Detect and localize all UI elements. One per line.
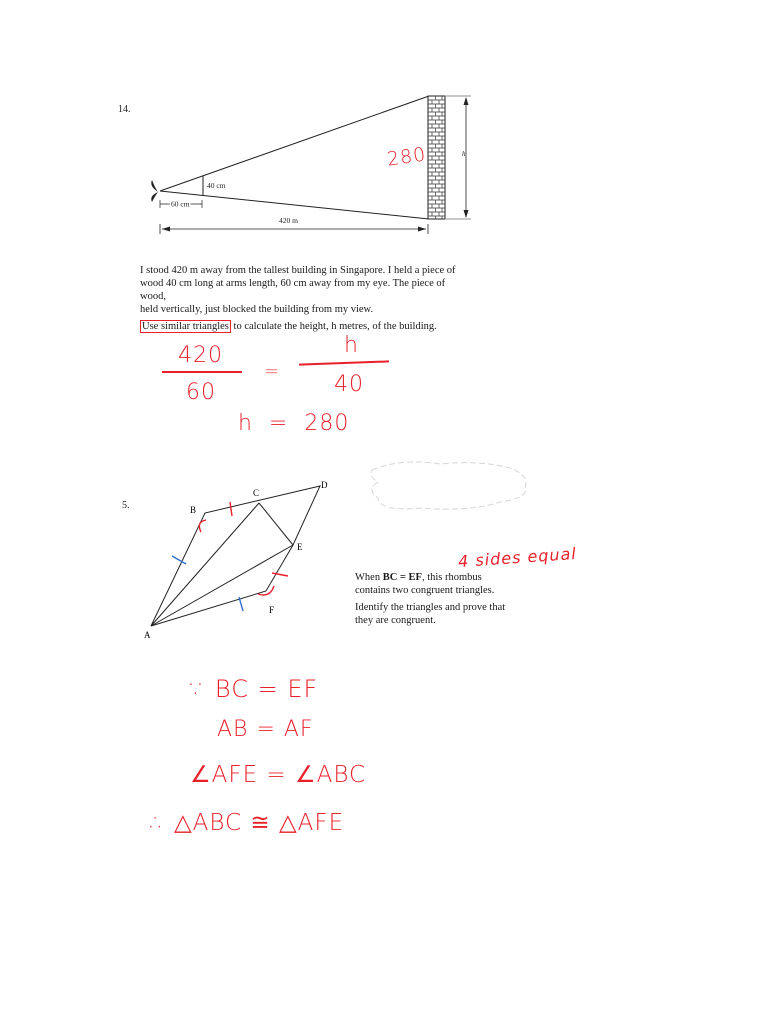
erased-scribble xyxy=(360,456,540,520)
label-h: h xyxy=(462,150,466,158)
fraction-bar-left xyxy=(162,371,242,373)
highlighted-phrase: Use similar triangles xyxy=(142,321,229,332)
q14-line-2: wood 40 cm long at arms length, 60 cm away from my eye. The piece of wood, xyxy=(140,278,446,302)
similar-triangles-diagram xyxy=(140,88,480,238)
q5-line-2: contains two congruent triangles. xyxy=(355,585,495,596)
fraction-bar-right xyxy=(299,360,389,365)
working-equals-sign: = xyxy=(264,361,281,382)
sight-line-bottom xyxy=(160,191,429,219)
q5-line-4: they are congruent. xyxy=(355,615,436,626)
point-label-B: B xyxy=(190,505,197,515)
question-number-5: 5. xyxy=(122,500,130,511)
eye-icon xyxy=(151,180,158,202)
q5-condition: BC = EF xyxy=(382,572,422,583)
point-label-C: C xyxy=(253,488,260,498)
tick-mark-EF xyxy=(272,573,288,576)
label-40cm: 40 cm xyxy=(207,181,226,190)
point-label-D: D xyxy=(321,480,328,490)
rhombus-outline xyxy=(151,486,320,626)
question-14-text xyxy=(140,264,470,333)
working-answer: h = 280 xyxy=(238,411,350,436)
point-label-E: E xyxy=(297,542,303,552)
segment-CE xyxy=(259,503,293,545)
tick-mark-BC xyxy=(230,502,232,516)
q14-instruction xyxy=(140,320,470,333)
rhombus-diagram xyxy=(140,472,340,648)
proof-step-1: ∵ BC = EF xyxy=(190,675,319,703)
working-fraction-left-numerator: 420 xyxy=(178,343,223,368)
question-number-14: 14. xyxy=(118,104,131,115)
working-fraction-right-numerator: h xyxy=(344,333,359,358)
q5-line-3: Identify the triangles and prove that xyxy=(355,602,506,613)
point-label-F: F xyxy=(269,605,275,615)
sight-line-top xyxy=(160,96,429,191)
label-60cm: 60 cm xyxy=(171,199,190,209)
q5-line-1: When BC = EF, this rhombus xyxy=(355,572,482,583)
instruction-rest: to calculate the height, h metres, of the building. xyxy=(230,321,437,332)
building-illustration xyxy=(428,96,445,219)
working-fraction-left-denominator: 60 xyxy=(186,380,216,405)
point-label-A: A xyxy=(144,630,151,640)
working-fraction-right-denominator: 40 xyxy=(334,372,364,397)
proof-step-4: ∴ △ABC ≅ △AFE xyxy=(150,810,345,836)
q14-line-1: I stood 420 m away from the tallest building in Singapore. I held a piece of xyxy=(140,265,456,276)
question-5-text xyxy=(355,571,555,627)
handwritten-building-height: 280 xyxy=(385,143,428,171)
proof-step-2: AB = AF xyxy=(217,717,314,742)
handwritten-note-sides-equal: 4 sides equal xyxy=(457,543,578,572)
q14-line-3: held vertically, just blocked the building from my view. xyxy=(140,304,374,315)
label-420m: 420 m xyxy=(279,216,298,225)
proof-step-3: ∠AFE = ∠ABC xyxy=(190,762,367,788)
segment-AC xyxy=(151,503,259,626)
